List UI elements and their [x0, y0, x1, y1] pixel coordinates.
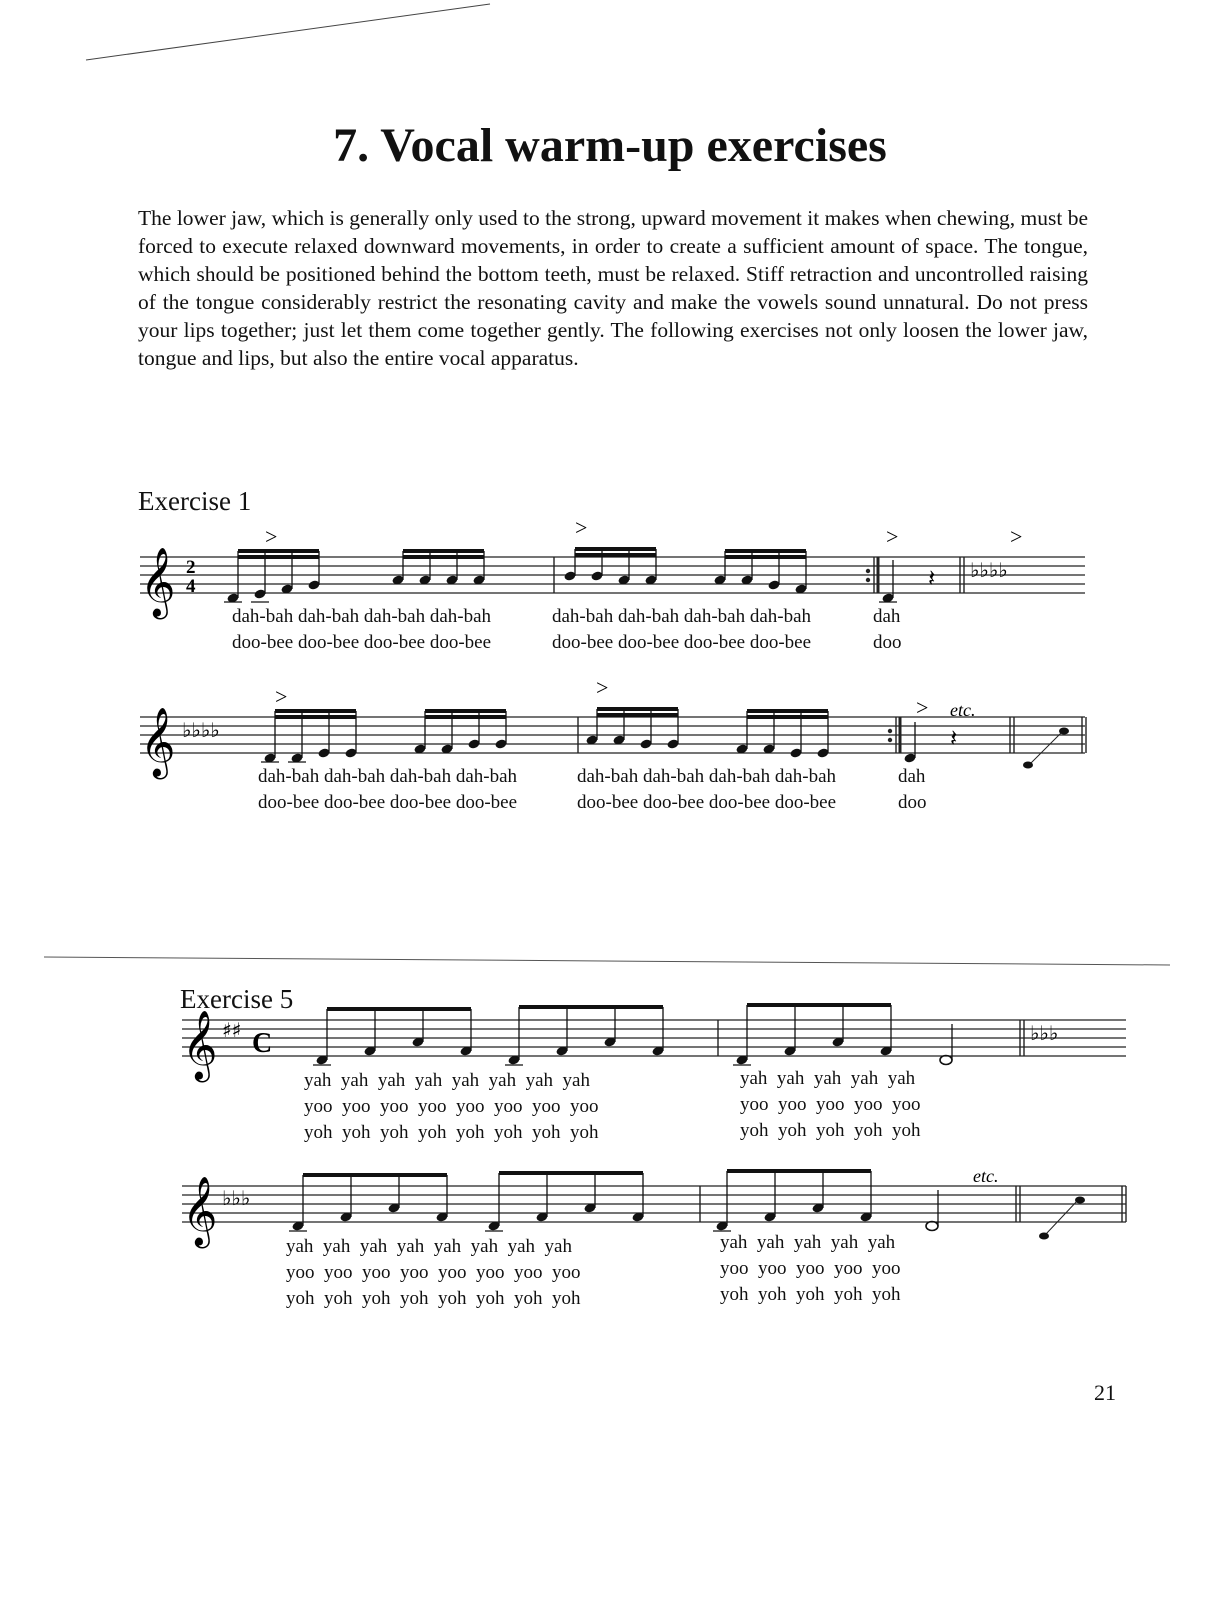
lyric-ex5-l2-m1a: yah yah yah yah yah yah yah yah — [286, 1236, 572, 1257]
time-signature-bottom: 4 — [186, 576, 196, 597]
etc-label: etc. — [950, 700, 976, 720]
key-signature-sharps-icon: ♯♯ — [222, 1018, 242, 1042]
glissando-line — [1046, 1200, 1078, 1234]
repeat-dot — [866, 578, 870, 582]
lyric-ex5-l2-m1c: yoh yoh yoh yoh yoh yoh yoh yoh — [286, 1288, 581, 1309]
intro-paragraph: The lower jaw, which is generally only used to the strong, upward movement it makes when chewing, must be forced to execute relaxed downward movements, in order to create a sufficient amount of space. The tongue, which should be positioned behind the bottom teeth, must be relaxed. Stiff retraction and uncontrolled raising of the tongue considerably restrict the resonating cavity and make the vowels sound unnatural. Do not press your lips together; just let them come together gently. The following exercises not only loosen the lower jaw, tongue and lips, but also the entire vocal apparatus. — [138, 206, 1088, 370]
common-time-icon: C — [252, 1028, 273, 1059]
key-signature-flats-icon: ♭♭♭♭ — [970, 558, 1008, 582]
repeat-dot — [888, 729, 892, 733]
lyric-ex5-l1-m1a: yah yah yah yah yah yah yah yah — [304, 1070, 590, 1091]
quarter-rest-icon: 𝄽 — [928, 564, 936, 592]
lyric-ex1-l2-m2b: doo-bee doo-bee doo-bee doo-bee — [577, 792, 837, 813]
scan-edge-line-middle — [44, 957, 1170, 965]
scan-edge-line-top — [86, 4, 490, 60]
treble-clef-icon: 𝄞 — [140, 707, 176, 777]
lyric-ex5-l2-m1b: yoo yoo yoo yoo yoo yoo yoo yoo — [286, 1262, 581, 1283]
lyric-ex5-l1-m2a: yah yah yah yah yah — [740, 1068, 916, 1089]
treble-clef-icon: 𝄞 — [140, 547, 176, 617]
lyric-ex1-l1-m2a: dah-bah dah-bah dah-bah dah-bah — [552, 606, 812, 627]
lyric-ex1-l2-m2a: dah-bah dah-bah dah-bah dah-bah — [577, 766, 837, 787]
note-head — [1075, 1197, 1085, 1204]
treble-clef-icon: 𝄞 — [182, 1010, 218, 1080]
note-head — [1023, 762, 1033, 769]
lyric-ex1-l2-end-a: dah — [898, 766, 926, 787]
quarter-rest-icon: 𝄽 — [950, 724, 958, 752]
lyric-ex5-l2-m2a: yah yah yah yah yah — [720, 1232, 896, 1253]
lyric-ex5-l1-m1c: yoh yoh yoh yoh yoh yoh yoh yoh — [304, 1122, 599, 1143]
half-note-head — [940, 1056, 952, 1065]
lyric-ex5-l1-m2b: yoo yoo yoo yoo yoo — [740, 1094, 921, 1115]
lyric-ex1-l1-end-a: dah — [873, 606, 901, 627]
time-signature-top: 2 — [186, 557, 196, 578]
exercise-1-label: Exercise 1 — [138, 486, 252, 516]
page-title: 7. Vocal warm-up exercises — [333, 119, 887, 172]
lyric-ex5-l2-m2c: yoh yoh yoh yoh yoh — [720, 1284, 901, 1305]
glissando-line — [1030, 732, 1062, 764]
lyric-ex1-l2-end-b: doo — [898, 792, 927, 813]
lyric-ex5-l2-m2b: yoo yoo yoo yoo yoo — [720, 1258, 901, 1279]
accent-mark: > — [575, 515, 588, 540]
accent-mark: > — [265, 524, 278, 549]
staff-ex1-line2 — [140, 717, 1085, 753]
lyric-ex5-l1-m2c: yoh yoh yoh yoh yoh — [740, 1120, 921, 1141]
note-head — [1059, 728, 1069, 735]
etc-label: etc. — [973, 1166, 999, 1186]
staff-ex1-line1 — [140, 557, 1085, 593]
accent-mark: > — [1010, 524, 1023, 549]
key-signature-flats-icon: ♭♭♭♭ — [182, 718, 220, 742]
lyric-ex1-l2-m1b: doo-bee doo-bee doo-bee doo-bee — [258, 792, 518, 813]
lyric-ex1-l1-m1a: dah-bah dah-bah dah-bah dah-bah — [232, 606, 492, 627]
lyric-ex1-l1-end-b: doo — [873, 632, 902, 653]
lyric-ex5-l1-m1b: yoo yoo yoo yoo yoo yoo yoo yoo — [304, 1096, 599, 1117]
repeat-dot — [866, 569, 870, 573]
lyric-ex1-l2-m1a: dah-bah dah-bah dah-bah dah-bah — [258, 766, 518, 787]
accent-mark: > — [886, 524, 899, 549]
treble-clef-icon: 𝄞 — [182, 1176, 218, 1246]
accent-mark: > — [275, 684, 288, 709]
note-group — [224, 549, 952, 1232]
accent-mark: > — [596, 675, 609, 700]
exercise-5-label: Exercise 5 — [180, 984, 294, 1014]
page-number: 21 — [1094, 1380, 1116, 1405]
staff-ex5-line2 — [182, 1186, 1126, 1222]
lyric-ex1-l1-m2b: doo-bee doo-bee doo-bee doo-bee — [552, 632, 812, 653]
key-signature-flats-icon: ♭♭♭ — [1030, 1021, 1059, 1045]
accent-mark: > — [916, 695, 929, 720]
lyric-ex1-l1-m1b: doo-bee doo-bee doo-bee doo-bee — [232, 632, 492, 653]
half-note-head — [926, 1222, 938, 1231]
note-head — [1039, 1233, 1049, 1240]
repeat-dot — [888, 738, 892, 742]
key-signature-flats-icon: ♭♭♭ — [222, 1186, 251, 1210]
